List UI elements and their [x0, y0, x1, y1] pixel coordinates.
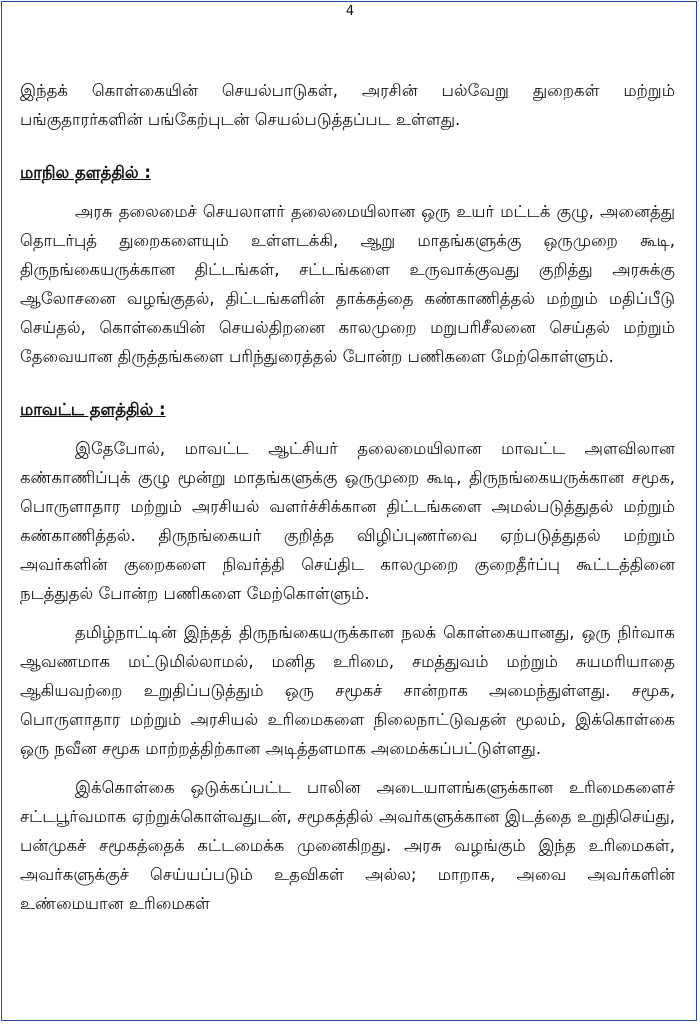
- policy-paragraph: தமிழ்நாட்டின் இந்தத் திருநங்கையருக்கான நலக் கொள்கையானது, ஒரு நிர்வாக ஆவணமாக மட்டுமில்லாமல், மனித உரிமை, சமத்துவம் மற்றும் சுயமரியாதை ஆகியவற்றை உறுதிப்படுத்தும் ஒரு சமூகச் சான்றாக அமைந்துள்ளது. சமூக, பொருளாதார மற்றும் அரசியல் உரிமைகளை நிலைநாட்டுவதன் மூலம், இக்கொள்கை ஒரு நவீன சமூக மாற்றத்திற்கான அடித்தளமாக அமைக்கப்பட்டுள்ளது.: [20, 623, 675, 758]
- spacer: [20, 763, 675, 773]
- state-level-paragraph: அரசு தலைமைச் செயலாளர் தலைமையிலான ஒரு உயர் மட்டக் குழு, அனைத்து தொடர்புத் துறைகளையும் உள்ளடக்கி, ஆறு மாதங்களுக்கு ஒருமுறை கூடி, திருநங்கையருக்கான திட்டங்கள், சட்டங்களை உருவாக்குவது குறித்து அரசுக்கு ஆலோசனை வழங்குதல், திட்டங்களின் தாக்கத்தை கண்காணித்தல் மற்றும் மதிப்பீடு செய்தல், கொள்கையின் செயல்திறனை காலமுறை மறுபரிசீலனை செய்தல் மற்றும் தேவையான திருத்தங்களை பரிந்துரைத்தல் போன்ற பணிகளை மேற்கொள்ளும்.: [20, 202, 675, 366]
- rights-paragraph: இக்கொள்கை ஒடுக்கப்பட்ட பாலின அடையாளங்களுக்கான உரிமைகளைச் சட்டபூர்வமாக ஏற்றுக்கொள்வதுடன், சமூகத்தில் அவர்களுக்கான இடத்தை உறுதிசெய்து, பன்முகச் சமூகத்தைக் கட்டமைக்க முனைகிறது. அரசு வழங்கும் இந்த உரிமைகள், அவர்களுக்குச் செய்யப்படும் உதவிகள் அல்ல; மாறாக, அவை அவர்களின் உண்மையான உரிமைகள்: [20, 778, 675, 913]
- page-number: 4: [345, 4, 355, 19]
- spacer: [20, 371, 675, 395]
- district-level-paragraph: இதேபோல், மாவட்ட ஆட்சியர் தலைமையிலான மாவட்ட அளவிலான கண்காணிப்புக் குழு மூன்று மாதங்களுக்கு ஒருமுறை கூடி, திருநங்கையருக்கான சமூக, பொருளாதார மற்றும் அரசியல் வளர்ச்சிக்கான திட்டங்களை அமல்படுத்துதல் மற்றும் கண்காணித்தல். திருநங்கையர் குறித்த விழிப்புணர்வை ஏற்படுத்துதல் மற்றும் அவர்களின் குறைகளை நிவர்த்தி செய்திட காலமுறை குறைதீர்ப்பு கூட்டத்தினை நடத்துதல் போன்ற பணிகளை மேற்கொள்ளும்.: [20, 439, 675, 603]
- district-level-heading: மாவட்ட தளத்தில் :: [20, 400, 166, 419]
- state-level-heading: மாநில தளத்தில் :: [20, 163, 151, 182]
- document-body: [20, 76, 675, 918]
- spacer: [20, 187, 675, 197]
- intro-paragraph: இந்தக் கொள்கையின் செயல்பாடுகள், அரசின் பல்வேறு துறைகள் மற்றும் பங்குதாரர்களின் பங்கேற்புடன் செயல்படுத்தப்பட உள்ளது.: [20, 81, 675, 129]
- spacer: [20, 424, 675, 434]
- spacer: [20, 134, 675, 158]
- spacer: [20, 608, 675, 618]
